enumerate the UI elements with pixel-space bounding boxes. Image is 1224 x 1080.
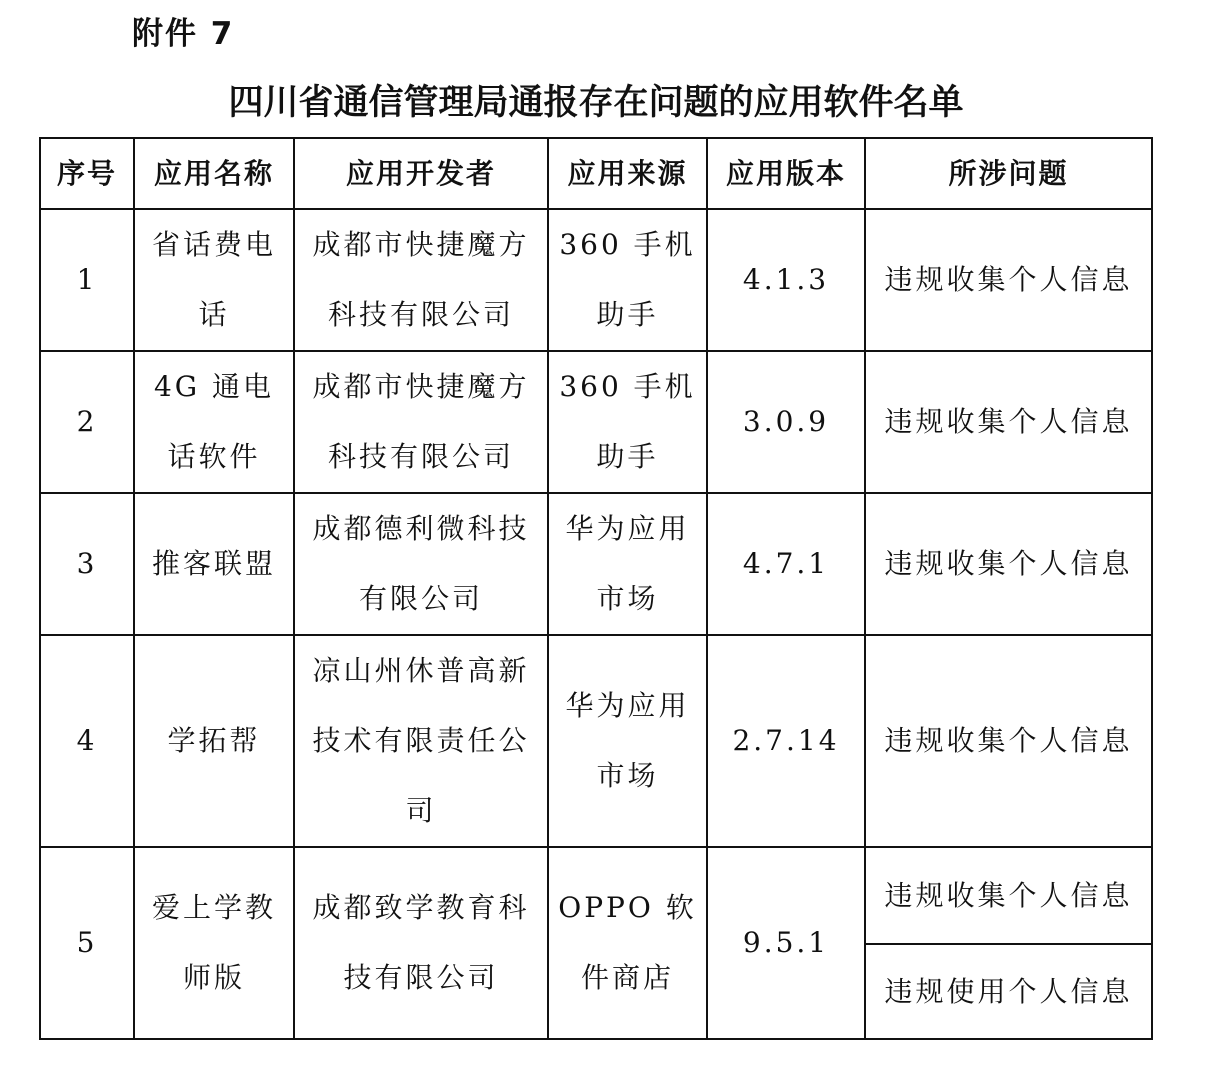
app-name-line: 4G 通电 [153, 370, 275, 403]
row-version: 2.7.14 [707, 635, 865, 847]
app-name-line: 推客联盟 [151, 547, 276, 580]
source-line: 华为应用 [565, 689, 690, 722]
row-developer [294, 635, 548, 847]
app-name-line: 学拓帮 [167, 724, 261, 757]
row-source [548, 847, 707, 1039]
app-list-table [39, 137, 1153, 1040]
row-app-name [134, 493, 294, 635]
header-source: 应用来源 [548, 138, 707, 209]
table-row [40, 635, 1152, 847]
row-source [548, 209, 707, 351]
developer-line: 成都致学教育科 [312, 891, 530, 924]
row-index: 2 [40, 351, 134, 493]
developer-line: 有限公司 [358, 582, 483, 615]
row-source [548, 493, 707, 635]
row-developer [294, 847, 548, 1039]
row-index: 1 [40, 209, 134, 351]
app-name-line: 话 [198, 298, 230, 331]
developer-line: 成都市快捷魔方 [312, 370, 530, 403]
row-developer [294, 209, 548, 351]
source-line: 市场 [596, 582, 659, 615]
document-title: 四川省通信管理局通报存在问题的应用软件名单 [228, 83, 964, 123]
source-line: 360 手机 [559, 370, 696, 403]
row-index: 5 [40, 847, 134, 1039]
row-app-name [134, 351, 294, 493]
row-version: 4.1.3 [707, 209, 865, 351]
source-line: OPPO 软 [558, 891, 697, 924]
row-index: 4 [40, 635, 134, 847]
row-version: 9.5.1 [707, 847, 865, 1039]
app-name-line: 爱上学教 [151, 891, 276, 924]
row-issue: 违规使用个人信息 [865, 944, 1152, 1039]
app-name-line: 话软件 [167, 440, 261, 473]
source-line: 华为应用 [565, 512, 690, 545]
developer-line: 司 [405, 794, 437, 827]
developer-line: 成都市快捷魔方 [312, 228, 530, 261]
header-issues: 所涉问题 [865, 138, 1152, 209]
developer-line: 技术有限责任公 [312, 724, 530, 757]
header-index: 序号 [40, 138, 134, 209]
developer-line: 凉山州休普高新 [312, 654, 530, 687]
developer-line: 科技有限公司 [327, 298, 514, 331]
developer-line: 成都德利微科技 [312, 512, 530, 545]
table-row [40, 847, 1152, 944]
row-app-name [134, 209, 294, 351]
row-issue: 违规收集个人信息 [865, 847, 1152, 944]
source-line: 件商店 [580, 961, 674, 994]
source-line: 市场 [596, 759, 659, 792]
table-row [40, 493, 1152, 635]
row-version: 3.0.9 [707, 351, 865, 493]
table-row [40, 209, 1152, 351]
app-name-line: 师版 [182, 961, 245, 994]
row-developer [294, 493, 548, 635]
header-version: 应用版本 [707, 138, 865, 209]
row-issue: 违规收集个人信息 [865, 493, 1152, 635]
row-developer [294, 351, 548, 493]
row-issue: 违规收集个人信息 [865, 351, 1152, 493]
row-app-name [134, 847, 294, 1039]
header-developer: 应用开发者 [294, 138, 548, 209]
row-app-name [134, 635, 294, 847]
row-source [548, 351, 707, 493]
developer-line: 技有限公司 [343, 961, 499, 994]
source-line: 360 手机 [559, 228, 696, 261]
table-row [40, 351, 1152, 493]
row-index: 3 [40, 493, 134, 635]
row-version: 4.7.1 [707, 493, 865, 635]
table-header-row [40, 138, 1152, 209]
row-issue: 违规收集个人信息 [865, 635, 1152, 847]
source-line: 助手 [596, 440, 659, 473]
header-app-name: 应用名称 [134, 138, 294, 209]
app-name-line: 省话费电 [151, 228, 276, 261]
source-line: 助手 [596, 298, 659, 331]
attachment-label: 附件 7 [132, 16, 235, 52]
row-source [548, 635, 707, 847]
developer-line: 科技有限公司 [327, 440, 514, 473]
row-issue: 违规收集个人信息 [865, 209, 1152, 351]
